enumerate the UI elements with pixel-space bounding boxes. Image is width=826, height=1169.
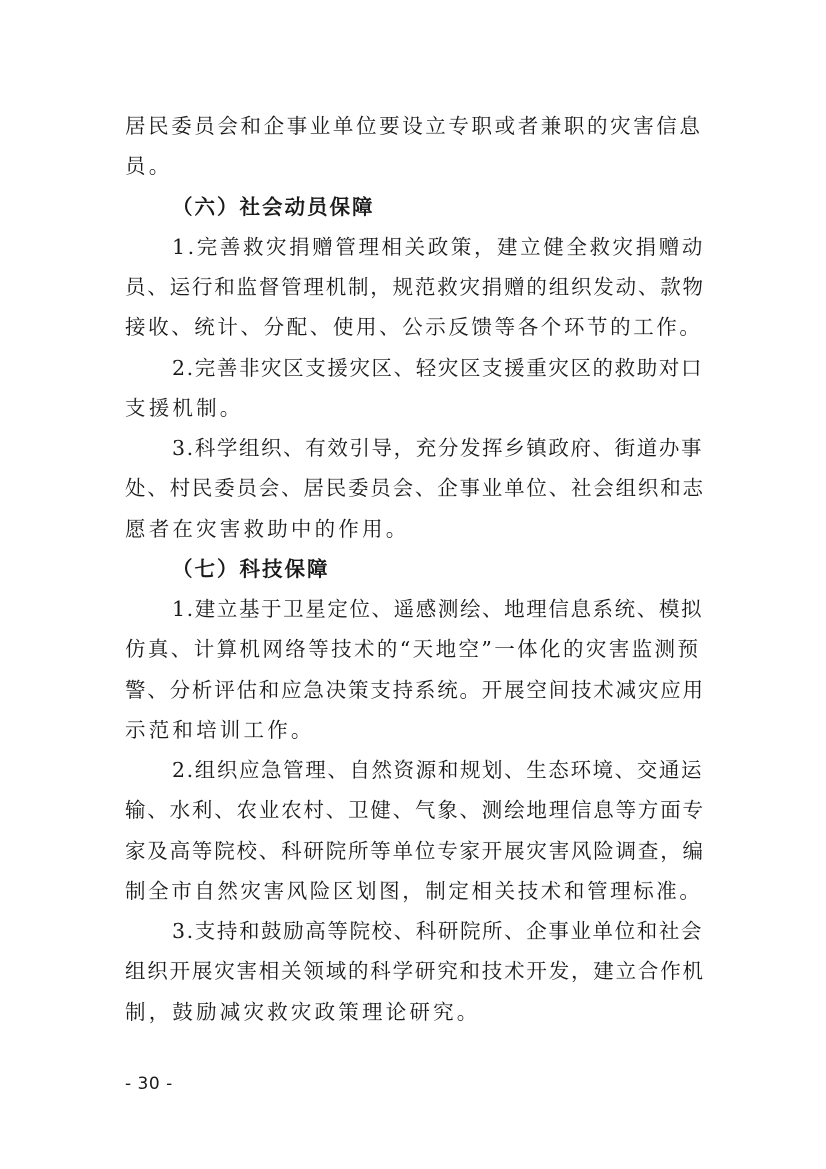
body-text-line: 员、运行和监督管理机制，规范救灾捐赠的组织发动、款物: [125, 275, 705, 299]
body-text-line: 1.建立基于卫星定位、遥感测绘、地理信息系统、模拟: [172, 597, 704, 621]
body-text-line: 支援机制。: [125, 396, 244, 420]
section-heading-technology: （七）科技保障: [172, 557, 330, 581]
page-number: - 30 -: [125, 1074, 173, 1094]
body-text-line: 处、村民委员会、居民委员会、企事业单位、社会组织和志: [125, 476, 705, 500]
body-text-line: 1.完善救灾捐赠管理相关政策，建立健全救灾捐赠动: [172, 235, 705, 259]
body-text-line: 3.科学组织、有效引导，充分发挥乡镇政府、街道办事: [172, 436, 704, 460]
body-text-line: 3.支持和鼓励高等院校、科研院所、企事业单位和社会: [172, 919, 704, 943]
body-text-line: 员。: [125, 154, 173, 178]
body-text-line: 愿者在灾害救助中的作用。: [125, 517, 410, 541]
body-text-line: 输、水利、农业农村、卫健、气象、测绘地理信息等方面专: [125, 798, 705, 822]
section-heading-social-mobilization: （六）社会动员保障: [172, 195, 375, 219]
body-text-line: 组织开展灾害相关领域的科学研究和技术开发，建立合作机: [125, 959, 705, 983]
body-text-line: 示范和培训工作。: [125, 718, 315, 742]
body-text-line: 制，鼓励减灾救灾政策理论研究。: [125, 1000, 481, 1024]
body-text-line: 居民委员会和企事业单位要设立专职或者兼职的灾害信息: [125, 114, 703, 138]
body-text-line: 制全市自然灾害风险区划图，制定相关技术和管理标准。: [125, 879, 703, 903]
body-text-line: 接收、统计、分配、使用、公示反馈等各个环节的工作。: [125, 315, 703, 339]
body-text-line: 警、分析评估和应急决策支持系统。开展空间技术减灾应用: [125, 678, 705, 702]
body-text-line: 2.完善非灾区支援灾区、轻灾区支援重灾区的救助对口: [172, 356, 704, 380]
body-text-line: 2.组织应急管理、自然资源和规划、生态环境、交通运: [172, 758, 704, 782]
body-text-line: 仿真、计算机网络等技术的“天地空”一体化的灾害监测预: [125, 637, 701, 661]
body-text-line: 家及高等院校、科研院所等单位专家开展灾害风险调查，编: [125, 839, 705, 863]
